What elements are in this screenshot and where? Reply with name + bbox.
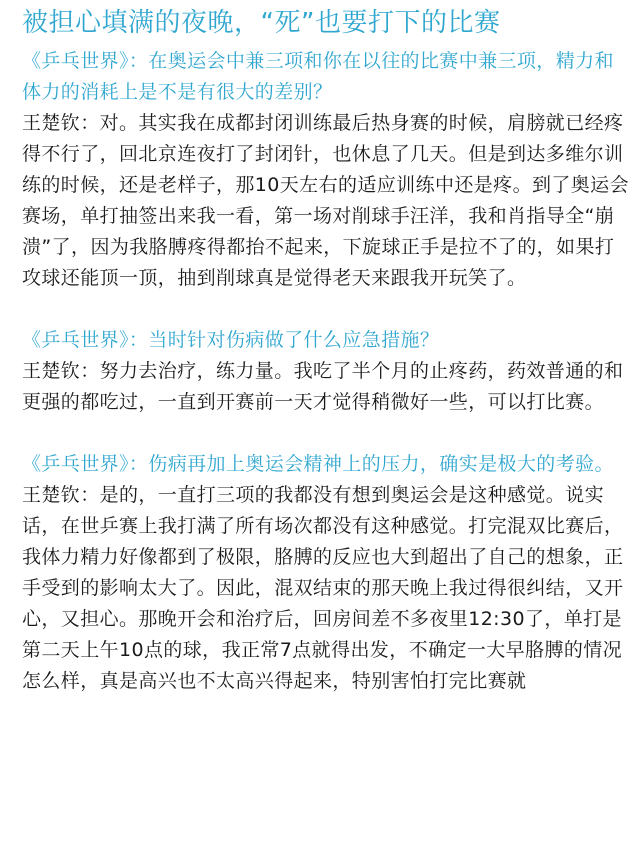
paragraph-gap bbox=[22, 418, 630, 449]
interview-question: 《乒乓世界》：当时针对伤病做了什么应急措施？ bbox=[22, 329, 440, 351]
interview-question: 《乒乓世界》：在奥运会中兼三项和你在以往的比赛中兼三项，精力和体力的消耗上是不是有很大的差别？ bbox=[22, 50, 614, 103]
interview-question: 《乒乓世界》：伤病再加上奥运会精神上的压力，确实是极大的考验。 bbox=[22, 453, 614, 475]
interview-answer: 王楚钦：是的，一直打三项的我都没有想到奥运会是这种感觉。说实话，在世乒赛上我打满了所有场次都没有这种感觉。打完混双比赛后，我体力精力好像都到了极限，胳膊的反应也大到超出了自己的想象，正手受到的影响太大了。因此，混双结束的那天晚上我过得很纠结，又开心，又担心。那晚开会和治疗后，回房间差不多夜里12:30了，单打是第二天上午10点的球，我正常7点就得出发，不确定一大早胳膊的情况怎么样，真是高兴也不太高兴得起来，特别害怕打完比赛就 bbox=[22, 484, 624, 692]
interview-answer: 王楚钦：努力去治疗，练力量。我吃了半个月的止疼药，药效普通的和更强的都吃过，一直到开赛前一天才觉得稍微好一些，可以打比赛。 bbox=[22, 360, 624, 413]
qa-block-3 bbox=[22, 449, 630, 697]
article-headline: 被担心填满的夜晚，“死”也要打下的比赛 bbox=[22, 8, 501, 38]
qa-block-1 bbox=[22, 46, 630, 294]
interview-answer: 王楚钦：对。其实我在成都封闭训练最后热身赛的时候，肩膀就已经疼得不行了，回北京连夜打了封闭针，也休息了几天。但是到达多维尔训练的时候，还是老样子，那10天左右的适应训练中还是疼。到了奥运会赛场，单打抽签出来我一看，第一场对削球手汪洋，我和肖指导全“崩溃”了，因为我胳膊疼得都抬不起来，下旋球正手是拉不了的，如果打攻球还能顶一顶，抽到削球真是觉得老天来跟我开玩笑了。 bbox=[22, 112, 629, 289]
paragraph-gap bbox=[22, 294, 630, 325]
qa-block-2 bbox=[22, 325, 630, 418]
